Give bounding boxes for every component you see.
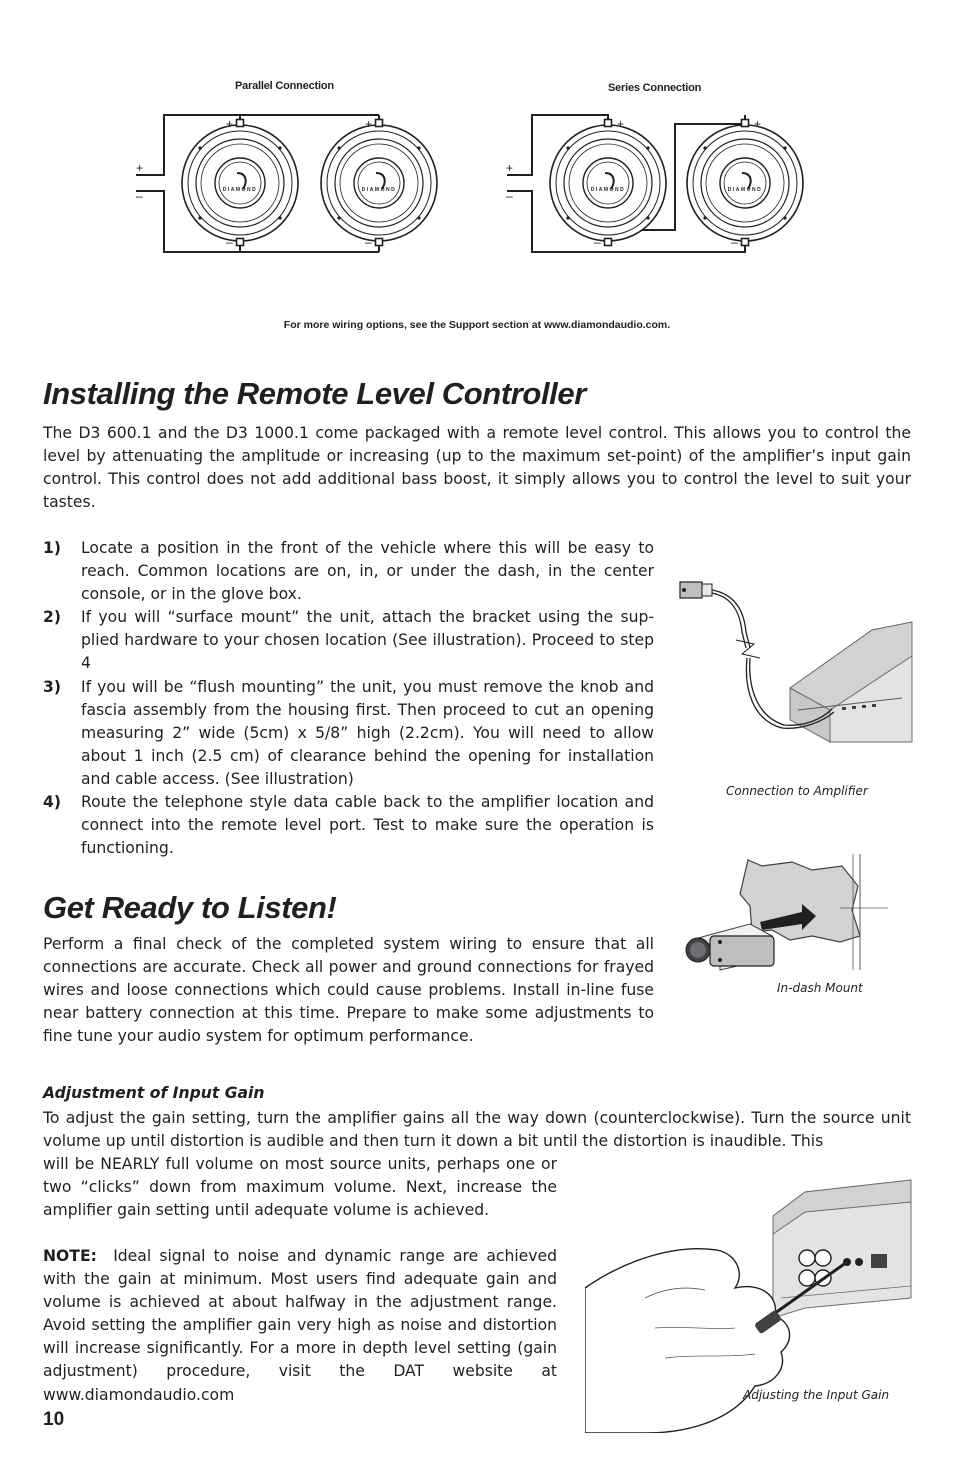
list-item [43,537,654,606]
list-item [43,606,654,675]
parallel-spk1-minus: – [226,235,233,249]
parallel-input-minus: – [136,189,143,203]
step-text: Route the telephone style data cable back to the amplifier location and connect into the remote level port. Test to make sure the operation is functioning. [81,793,654,858]
step-text: Locate a position in the front of the vehicle where this will be easy to reach. Common locations are on, in, or under the dash, in the center console, or in the glove box. [81,539,654,604]
remote-level-intro: The D3 600.1 and the D3 1000.1 come packaged with a remote level control. This allows you to control the level by attenuating the amplitude or increasing (up to the maximum set-point) of the amplifier’s input gain control. This control does not add additional bass boost, it simply allows you to control the level to suit your tastes. [43,424,911,512]
connection-to-amplifier-illustration [672,570,914,748]
speaker-brand-text: DIAMOND [361,187,397,193]
list-item [43,676,654,791]
series-input-plus: + [506,161,514,175]
gain-subheading: Adjustment of Input Gain [43,1084,265,1102]
gain-note [43,1245,557,1407]
step-number: 2) [43,608,61,627]
speaker-brand-text: DIAMOND [590,187,626,193]
parallel-spk2-plus: + [365,117,373,131]
series-spk1-minus: – [594,235,601,249]
parallel-spk2-minus: – [365,235,372,249]
step-number: 4) [43,793,61,812]
gain-paragraph-line1: To adjust the gain setting, turn the amplifier gains all the way down (counterclockwise). Turn the source unit volume up until distortion is audible and then turn it down a bit until the distortion is inaudible. This [43,1109,911,1151]
series-spk2-plus: + [754,117,762,131]
caption-connection-to-amplifier: Connection to Amplifier [726,784,868,798]
section-heading-get-ready: Get Ready to Listen! [43,890,337,925]
parallel-input-plus: + [136,161,144,175]
page-number: 10 [43,1409,65,1430]
parallel-connection-label: Parallel Connection [235,80,334,92]
install-steps-list [43,537,654,860]
step-text: If you will “surface mount” the unit, attach the bracket using the sup-plied hardware to your chosen location (See illustration). Proceed to step 4 [81,608,654,673]
wiring-diagrams [120,100,820,275]
wiring-options-note: For more wiring options, see the Support section at www.diamondaudio.com. [283,319,671,331]
caption-adjusting-input-gain: Adjusting the Input Gain [743,1388,890,1402]
step-text: If you will be “flush mounting” the unit, you must remove the knob and fascia assembly from the housing first. Then proceed to cut an opening measuring 2” wide (5cm) x 5/8” high (2.2cm). You will need to allow about 1 inch (2.5 cm) of clearance behind the opening for installation and cable access. (See illustration) [81,677,654,788]
caption-in-dash-mount: In-dash Mount [777,981,863,995]
series-input-minus: – [506,189,513,203]
note-text: Ideal signal to noise and dynamic range are achieved with the gain at minimum. Most users find adequate gain and volume is achieved at about halfway in the adjustment range. Avoid setting the amplifier gain very high as noise and distortion will increase significantly. For a more in depth level setting (gain adjustment) procedure, visit the DAT website at www.diamondaudio.com [43,1247,557,1404]
speaker-brand-text: DIAMOND [727,187,763,193]
section-heading-remote-level: Installing the Remote Level Controller [43,376,586,411]
step-number: 1) [43,539,61,557]
list-item [43,791,654,860]
note-label: NOTE: [43,1247,97,1265]
gain-paragraph-line2: will be NEARLY full volume on most source units, perhaps one or two “clicks” down from maximum volume. Next, increase the amplifier gain setting until adequate volume is achieved. [43,1155,557,1220]
parallel-spk1-plus: + [226,117,234,131]
series-spk2-minus: – [731,235,738,249]
series-connection-label: Series Connection [608,82,702,94]
get-ready-body: Perform a final check of the completed system wiring to ensure that all connections are accurate. Check all power and ground connections for frayed wires and loose connections which could cause problems. Install in-line fuse near battery connection at this time. Prepare to make some adjustments to fine tune your audio system for optimum performance. [43,935,654,1046]
speaker-brand-text: DIAMOND [222,187,258,193]
step-number: 3) [43,677,61,696]
series-spk1-plus: + [617,117,625,131]
in-dash-mount-illustration [680,850,890,975]
